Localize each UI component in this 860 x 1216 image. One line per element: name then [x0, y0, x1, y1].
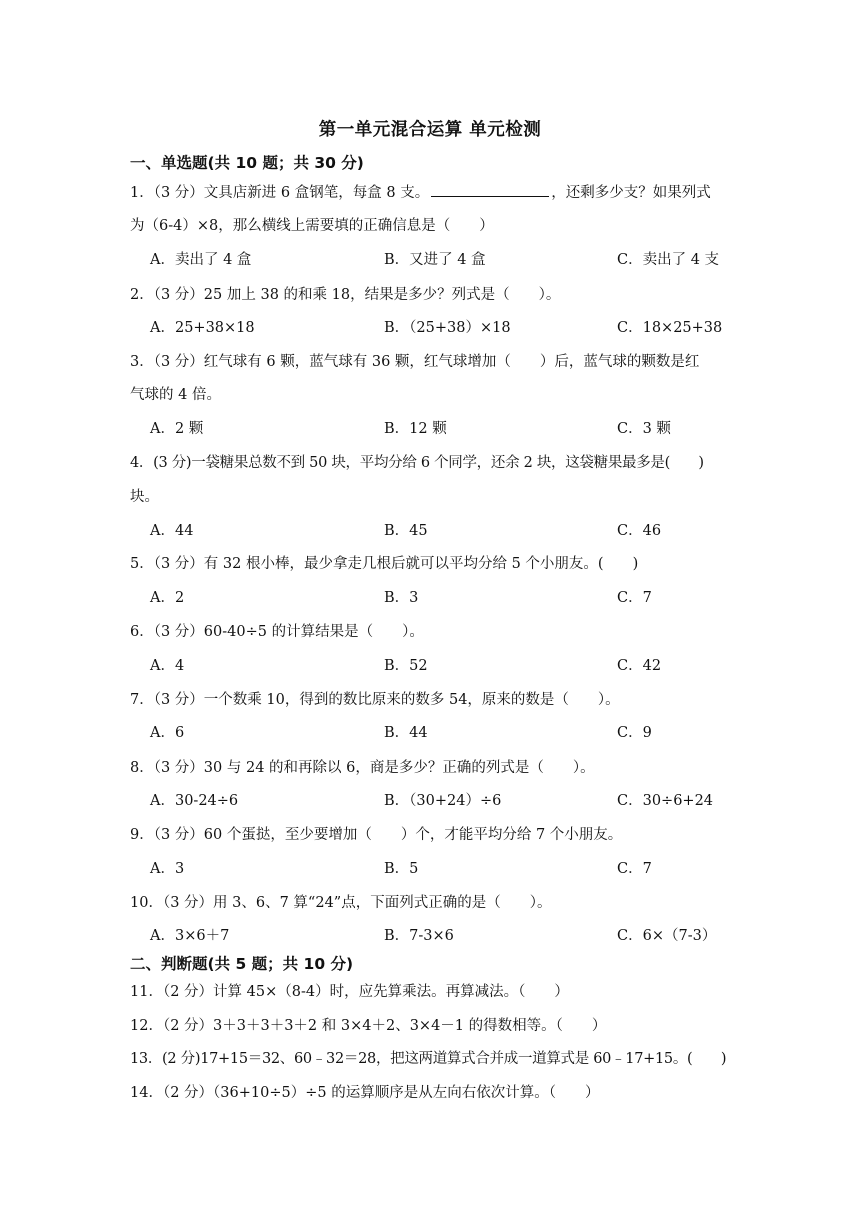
option-c: C．18×25+38	[617, 320, 723, 336]
question-10-options	[0, 924, 860, 944]
question-1-line-2: 为（6-4）×8，那么横线上需要填的正确信息是（ ）	[130, 218, 494, 234]
option-a: A．3×6＋7	[150, 928, 230, 944]
option-b: B．又进了 4 盒	[384, 252, 486, 268]
page-title: 第一单元混合运算 单元检测	[318, 120, 542, 140]
question-9-options	[0, 857, 860, 877]
question-2-options	[0, 316, 860, 336]
question-4-options	[0, 519, 860, 539]
option-c: C．6×（7-3）	[617, 928, 717, 944]
option-c: C．7	[617, 590, 652, 606]
question-3-options	[0, 417, 860, 437]
option-c: C．卖出了 4 支	[617, 252, 720, 268]
question-6-options	[0, 654, 860, 674]
question-11: 11．（2 分）计算 45×（8-4）时，应先算乘法。再算减法。（ ）	[130, 984, 569, 1000]
question-1-text-start: 1．（3 分）文具店新进 6 盒钢笔，每盒 8 支。	[130, 185, 430, 201]
option-b: B．5	[384, 861, 419, 877]
section-heading-true-false: 二、判断题(共 5 题；共 10 分)	[130, 955, 354, 973]
question-1-options	[0, 248, 860, 268]
question-4: 4．(3 分)一袋糖果总数不到 50 块，平均分给 6 个同学，还余 2 块，这袋糖果最多是( )	[130, 455, 704, 471]
question-1-text-end: ，还剩多少支？如果列式	[551, 185, 711, 201]
option-b: B．45	[384, 523, 428, 539]
option-b: B．52	[384, 658, 428, 674]
option-a: A．25+38×18	[150, 320, 255, 336]
question-9: 9．（3 分）60 个蛋挞，至少要增加（ ）个，才能平均分给 7 个小朋友。	[130, 827, 623, 843]
option-c: C．30÷6+24	[617, 793, 714, 809]
option-a: A．卖出了 4 盒	[150, 252, 252, 268]
question-6: 6．（3 分）60-40÷5 的计算结果是（ ）。	[130, 624, 424, 640]
question-7-options	[0, 721, 860, 741]
question-4-line-2: 块。	[130, 489, 159, 505]
option-c: C．42	[617, 658, 662, 674]
question-8-options	[0, 789, 860, 809]
question-5-options	[0, 586, 860, 606]
question-8: 8．（3 分）30 与 24 的和再除以 6，商是多少？正确的列式是（ ）。	[130, 760, 595, 776]
option-a: A．2	[150, 590, 185, 606]
option-c: C．7	[617, 861, 652, 877]
option-b: B．3	[384, 590, 419, 606]
option-b: B．（25+38）×18	[384, 320, 511, 336]
question-2: 2．（3 分）25 加上 38 的和乘 18，结果是多少？列式是（ ）。	[130, 287, 561, 303]
answer-blank	[431, 182, 549, 197]
question-12: 12．（2 分）3＋3＋3＋3＋2 和 3×4＋2、3×4－1 的得数相等。（ ）	[130, 1018, 607, 1034]
option-a: A．30-24÷6	[150, 793, 239, 809]
option-a: A．2 颗	[150, 421, 204, 437]
question-3-line-2: 气球的 4 倍。	[130, 387, 221, 403]
option-b: B．44	[384, 725, 428, 741]
question-3: 3．（3 分）红气球有 6 颗，蓝气球有 36 颗，红气球增加（ ）后，蓝气球的颗数是红	[130, 354, 700, 370]
option-a: A．3	[150, 861, 185, 877]
option-c: C．3 颗	[617, 421, 671, 437]
question-5: 5．（3 分）有 32 根小棒，最少拿走几根后就可以平均分给 5 个小朋友。( )	[130, 556, 639, 572]
option-b: B．（30+24）÷6	[384, 793, 502, 809]
option-b: B．7-3×6	[384, 928, 454, 944]
question-1	[130, 181, 732, 202]
option-b: B．12 颗	[384, 421, 447, 437]
question-10: 10．（3 分）用 3、6、7 算“24”点，下面列式正确的是（ ）。	[130, 895, 552, 911]
question-14: 14．（2 分）（36+10÷5）÷5 的运算顺序是从左向右依次计算。（ ）	[130, 1085, 600, 1101]
section-heading-single-choice: 一、单选题(共 10 题；共 30 分)	[130, 154, 364, 172]
option-a: A．44	[150, 523, 194, 539]
option-a: A．4	[150, 658, 185, 674]
option-c: C．46	[617, 523, 662, 539]
question-13: 13．(2 分)17+15＝32、60﹣32＝28，把这两道算式合并成一道算式是 60﹣17+15。( )	[130, 1051, 727, 1067]
option-c: C．9	[617, 725, 652, 741]
question-7: 7．（3 分）一个数乘 10，得到的数比原来的数多 54，原来的数是（ ）。	[130, 692, 620, 708]
option-a: A．6	[150, 725, 185, 741]
